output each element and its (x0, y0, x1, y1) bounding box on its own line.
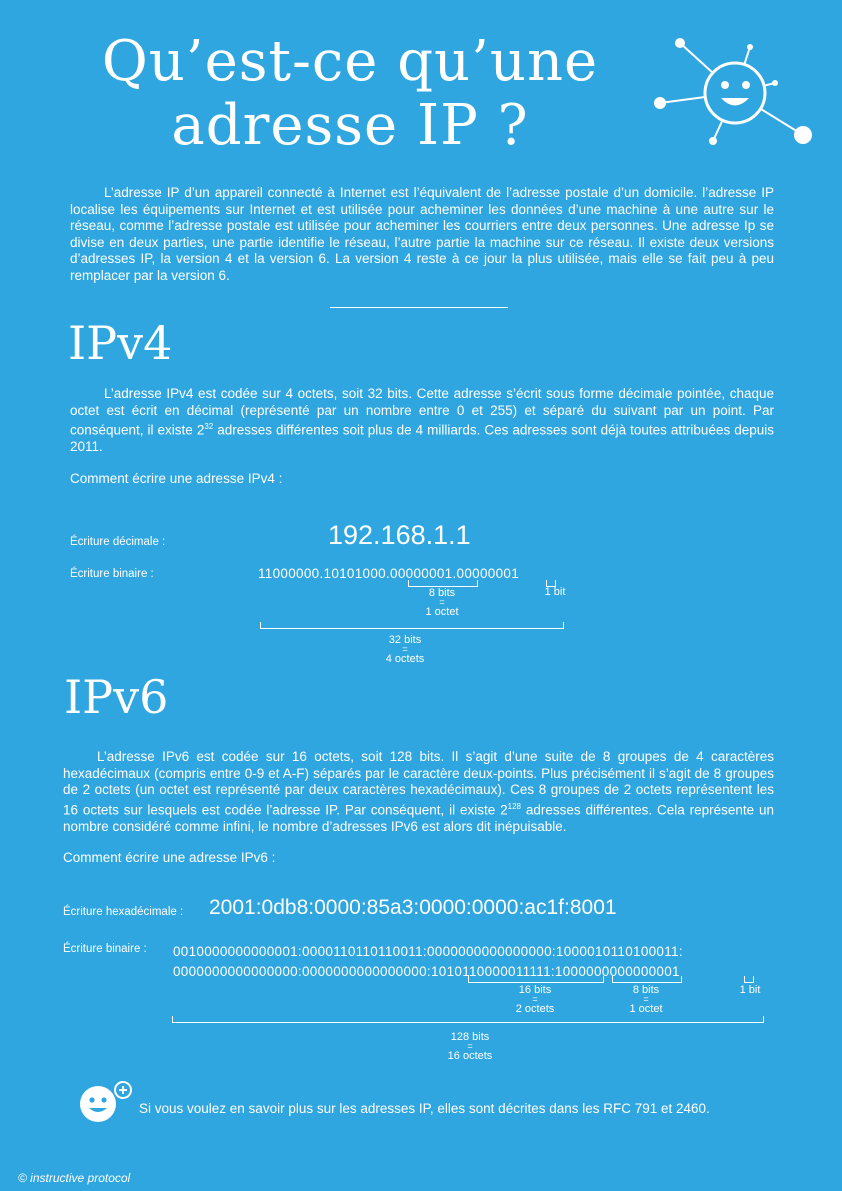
ipv6-binary-value: 0010000000000001:0000110110110011:0000000000000000:1000010110100011: 0000000000000000:0000000000000000:1010110000011111:1000000000000001 (173, 944, 683, 979)
footer-note: Si vous voulez en savoir plus sur les adresses IP, elles sont décrites dans les RFC 791 et 2460. (139, 1101, 710, 1116)
ipv4-octet-brace (408, 580, 478, 587)
ipv6-how: Comment écrire une adresse IPv6 : (63, 850, 276, 865)
smiley-plus-icon (78, 1080, 134, 1126)
ipv6-total-note: 128 bits = 16 octets (447, 1031, 493, 1062)
ipv4-octet-note: 8 bits = 1 octet (425, 587, 459, 618)
ipv6-octet-brace (612, 976, 682, 983)
ipv6-total-brace (172, 1016, 764, 1023)
ipv4-paragraph: L’adresse IPv4 est codée sur 4 octets, soit 32 bits. Cette adresse s’écrit sous forme décimale pointée, chaque octet est écrit en décimal (représenté par un nombre entre 0 et 255) et séparé du suivant par un point. Par conséquent, il existe $2^{32}$ adresses différentes soit plus de 4 milliards. Ces adresses sont déjà toutes attribuées depuis 2011. (70, 386, 774, 454)
ipv4-heading: IPv4 (68, 316, 173, 370)
ipv6-group-brace (468, 976, 604, 983)
ipv4-how: Comment écrire une adresse IPv4 : (70, 471, 283, 486)
ipv4-total-note: 32 bits = 4 octets (385, 634, 425, 665)
section-divider (330, 307, 508, 308)
intro-paragraph: L’adresse IP d’un appareil connecté à Internet est l’équivalent de l’adresse postale d’un domicile. l’adresse IP localise les équipements sur Internet et est utilisée pour acheminer les données d’une machine à une autre sur le réseau, comme l’adresse postale est utilisée pour acheminer les courriers entre deux personnes. Une adresse Ip se divise en deux parties, une partie identifie le réseau, l’autre partie la machine sur ce réseau. Il existe deux versions d’adresses IP, la version 4 et la version 6. La version 4 reste à ce jour la plus utilisée, mais elle se fait peu à peu remplacer par la version 6. (70, 185, 774, 283)
ipv6-hex-label: Écriture hexadécimale : (63, 906, 184, 918)
network-smiley-icon (645, 35, 825, 150)
ipv4-bit-note: 1 bit (544, 586, 566, 598)
ipv6-hex-value: 2001:0db8:0000:85a3:0000:0000:ac1f:8001 (209, 896, 617, 919)
ipv4-decimal-label: Écriture décimale : (70, 536, 166, 548)
ipv6-bit-note: 1 bit (739, 984, 761, 996)
ipv6-paragraph: L’adresse IPv6 est codée sur 16 octets, soit 128 bits. Il s’agit d’une suite de 8 groupes de 4 caractères hexadécimaux (compris entre 0-9 et A-F) séparés par le caractère deux-points. Plus précisément il s’agit de 8 groupes de 2 octets (un octet est représenté par deux caractères hexadécimaux). Ces 8 groupes de 2 octets représentent les 16 octets sur lesquels est codée l’adresse IP. Par conséquent, il existe $2^{128}$ adresses différentes. Cela représente un nombre considéré comme infini, le nombre d’adresses IPv6 est alors dit inépuisable. (63, 749, 774, 834)
ipv6-group-note: 16 bits = 2 octets (515, 984, 555, 1015)
page-title: Qu’est-ce qu’une adresse IP ? (101, 29, 599, 158)
credit: © instructive protocol (18, 1171, 131, 1185)
ipv4-decimal-value: 192.168.1.1 (328, 520, 471, 550)
ipv4-binary-value: 11000000.10101000.00000001.00000001 (258, 566, 520, 581)
ipv4-binary-label: Écriture binaire : (70, 568, 154, 580)
ipv6-binary-label: Écriture binaire : (63, 943, 147, 955)
ipv4-total-brace (260, 622, 564, 629)
ipv6-heading: IPv6 (64, 670, 169, 724)
ipv6-octet-note: 8 bits = 1 octet (629, 984, 663, 1015)
ipv6-bit-brace (744, 976, 754, 983)
